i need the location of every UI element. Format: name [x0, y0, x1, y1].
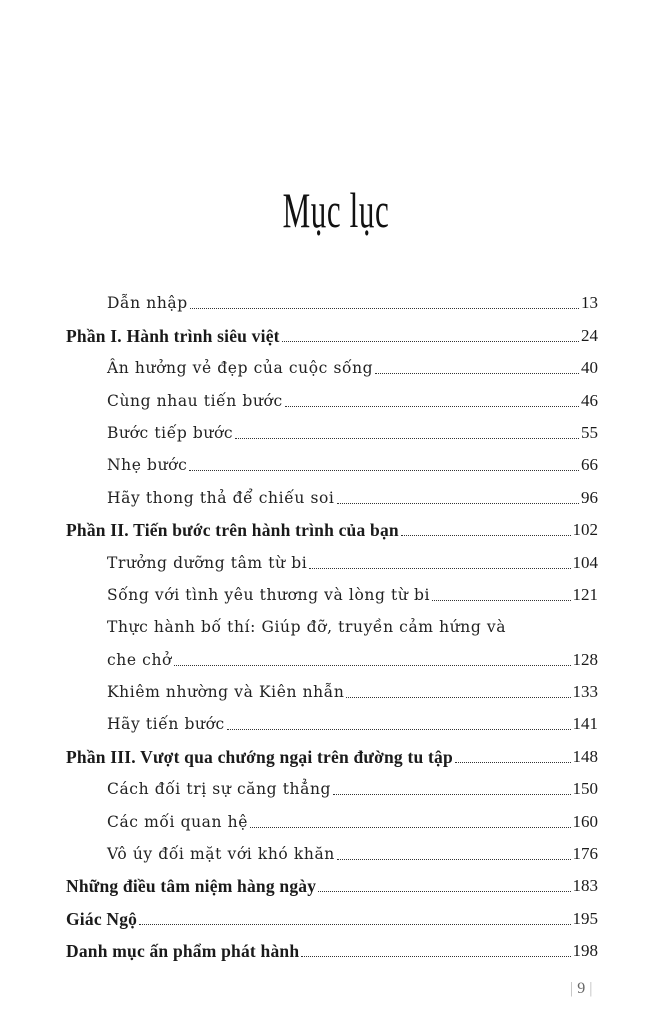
- toc-entry-page: 46: [581, 390, 598, 410]
- toc-entry-page: 195: [572, 908, 598, 928]
- toc-entry-page: 66: [581, 455, 598, 475]
- toc-entry[interactable]: [66, 671, 598, 703]
- toc-entry-label: Hãy thong thả để chiếu soi: [107, 488, 335, 507]
- leader-dots: [318, 891, 570, 892]
- toc-entry-label: Danh mục ấn phẩm phát hành: [66, 941, 300, 962]
- toc-entry-label: Cách đối trị sự căng thẳng: [107, 780, 332, 799]
- toc-entry-label: Dẫn nhập: [107, 294, 188, 313]
- leader-dots: [190, 308, 579, 309]
- toc-entry[interactable]: [66, 703, 598, 735]
- leader-dots: [189, 470, 579, 471]
- toc-entry-page: 13: [581, 293, 598, 313]
- toc-entry-label: Hãy tiến bước: [107, 715, 225, 734]
- toc-entry-label: Giác Ngộ: [66, 908, 138, 929]
- leader-dots: [455, 762, 571, 763]
- toc-entry-label: Phần III. Vượt qua chướng ngại trên đường tu tập: [66, 746, 453, 767]
- leader-dots: [337, 503, 580, 504]
- toc-entry-page: 176: [572, 844, 598, 864]
- folio-bracket-left: |: [570, 980, 578, 997]
- leader-dots: [301, 956, 570, 957]
- toc-entry[interactable]: [66, 768, 598, 800]
- leader-dots: [375, 373, 579, 374]
- toc-entry[interactable]: [66, 865, 598, 897]
- toc-entry[interactable]: [66, 930, 598, 962]
- toc-entry[interactable]: [66, 800, 598, 832]
- toc-entry-page: 40: [581, 358, 598, 378]
- leader-dots: [139, 924, 570, 925]
- toc-entry[interactable]: [66, 412, 598, 444]
- toc-entry-page: 102: [572, 520, 598, 540]
- leader-dots: [346, 697, 570, 698]
- toc-entry-label: Vô úy đối mặt với khó khăn: [107, 845, 335, 864]
- leader-dots: [227, 729, 571, 730]
- toc-entry-label: Khiêm nhường và Kiên nhẫn: [107, 683, 345, 702]
- toc-entry-page: 133: [572, 682, 598, 702]
- toc-entry-label: Các mối quan hệ: [107, 812, 248, 831]
- toc-entry[interactable]: [66, 314, 598, 346]
- toc-entry[interactable]: [66, 347, 598, 379]
- leader-dots: [250, 827, 571, 828]
- folio-number: 9: [577, 980, 586, 997]
- leader-dots: [235, 438, 579, 439]
- leader-dots: [432, 600, 570, 601]
- toc-entry[interactable]: [66, 282, 598, 314]
- toc-entry-label: Ân hưởng vẻ đẹp của cuộc sống: [107, 359, 374, 378]
- toc-entry-label: Trưởng dưỡng tâm từ bi: [107, 553, 308, 572]
- toc-entry[interactable]: [66, 735, 598, 767]
- toc-entry[interactable]: [66, 606, 598, 671]
- toc-entry[interactable]: [66, 444, 598, 476]
- toc-entry-label-continued: che chở: [107, 650, 172, 669]
- leader-dots: [401, 535, 571, 536]
- leader-dots: [337, 859, 571, 860]
- toc-entry-page: 55: [581, 422, 598, 442]
- toc-entry-label: Cùng nhau tiến bước: [107, 391, 283, 410]
- toc-entry-page: 141: [572, 714, 598, 734]
- toc-entry-page: 128: [572, 649, 598, 669]
- leader-dots: [285, 406, 579, 407]
- toc-entry-page: 104: [572, 552, 598, 572]
- toc-entry[interactable]: [66, 897, 598, 929]
- toc-entry-label: Phần I. Hành trình siêu việt: [66, 325, 280, 346]
- toc-entry-page: 198: [572, 941, 598, 961]
- toc-entry[interactable]: [66, 379, 598, 411]
- toc-entry-page: 183: [572, 876, 598, 896]
- toc-entry-page: 160: [572, 811, 598, 831]
- leader-dots: [174, 665, 571, 666]
- toc-entry[interactable]: [66, 541, 598, 573]
- leader-dots: [282, 341, 579, 342]
- page-number: [570, 980, 592, 998]
- toc-entry-page: 96: [581, 487, 598, 507]
- toc-entry[interactable]: [66, 574, 598, 606]
- toc-entry-page: 24: [581, 325, 598, 345]
- toc-entry-page: 148: [572, 746, 598, 766]
- toc-entry[interactable]: [66, 509, 598, 541]
- toc-entry-page: 121: [572, 584, 598, 604]
- toc-entry-label: Nhẹ bước: [107, 456, 188, 475]
- toc-entry-label: Phần II. Tiến bước trên hành trình của bạn: [66, 520, 399, 541]
- toc-entry[interactable]: [66, 476, 598, 508]
- page-title: Mục lục: [282, 182, 390, 238]
- toc-entry-label: Bước tiếp bước: [107, 423, 234, 442]
- toc-entry-page: 150: [572, 779, 598, 799]
- leader-dots: [309, 568, 570, 569]
- toc-entry-label: Những điều tâm niệm hàng ngày: [66, 876, 317, 897]
- table-of-contents: [66, 282, 598, 962]
- toc-entry[interactable]: [66, 833, 598, 865]
- toc-entry-label: Sống với tình yêu thương và lòng từ bi: [107, 585, 431, 604]
- toc-entry-label: Thực hành bố thí: Giúp đỡ, truyền cảm hứng và: [107, 618, 507, 637]
- leader-dots: [333, 794, 570, 795]
- folio-bracket-right: |: [585, 980, 593, 997]
